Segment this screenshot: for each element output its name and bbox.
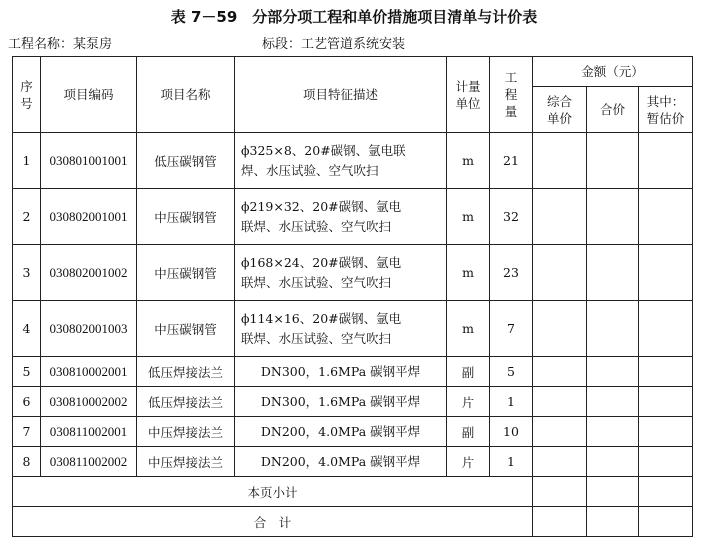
header-provisional: 其中： 暂估价 <box>639 87 693 133</box>
project-name: 工程名称：某泵房 <box>8 37 113 52</box>
header-total: 合价 <box>587 87 639 133</box>
header-unit-price: 综合 单价 <box>533 87 587 133</box>
table-row: 3 030802001002 中压碳钢管 ϕ168×24、20#碳钢、氩电 联焊、水压试验、空气吹扫 m 23 <box>13 245 693 301</box>
header-unit: 计量 单位 <box>447 57 490 133</box>
subtotal-label: 本页小计 <box>13 477 533 507</box>
bill-table <box>12 56 693 537</box>
table-row: 7 030811002001 中压焊接法兰 DN200，4.0MPa 碳钢平焊 副 10 <box>13 417 693 447</box>
table-row: 1 030801001001 低压碳钢管 ϕ325×8、20#碳钢、氩电联 焊、水压试验、空气吹扫 m 21 <box>13 133 693 189</box>
page-title: 表 7－59 分部分项工程和单价措施项目清单与计价表 <box>170 8 538 26</box>
subtotal-row <box>13 477 693 507</box>
header-row-1 <box>13 57 693 87</box>
table-row: 4 030802001003 中压碳钢管 ϕ114×16、20#碳钢、氩电 联焊、水压试验、空气吹扫 m 7 <box>13 301 693 357</box>
table-row: 6 030810002002 低压焊接法兰 DN300，1.6MPa 碳钢平焊 片 1 <box>13 387 693 417</box>
total-row <box>13 507 693 537</box>
header-seq: 序 号 <box>13 57 41 133</box>
header-name: 项目名称 <box>137 57 235 133</box>
header-desc: 项目特征描述 <box>235 57 447 133</box>
table-row: 8 030811002002 中压焊接法兰 DN200，4.0MPa 碳钢平焊 片 1 <box>13 447 693 477</box>
header-amount: 金额（元） <box>533 57 693 87</box>
table-row: 5 030810002001 低压焊接法兰 DN300，1.6MPa 碳钢平焊 副 5 <box>13 357 693 387</box>
section-name: 标段：工艺管道系统安装 <box>262 37 406 52</box>
header-qty: 工 程 量 <box>490 57 533 133</box>
table-row: 2 030802001001 中压碳钢管 ϕ219×32、20#碳钢、氩电 联焊、水压试验、空气吹扫 m 32 <box>13 189 693 245</box>
total-label: 合 计 <box>13 507 533 537</box>
header-code: 项目编码 <box>41 57 137 133</box>
